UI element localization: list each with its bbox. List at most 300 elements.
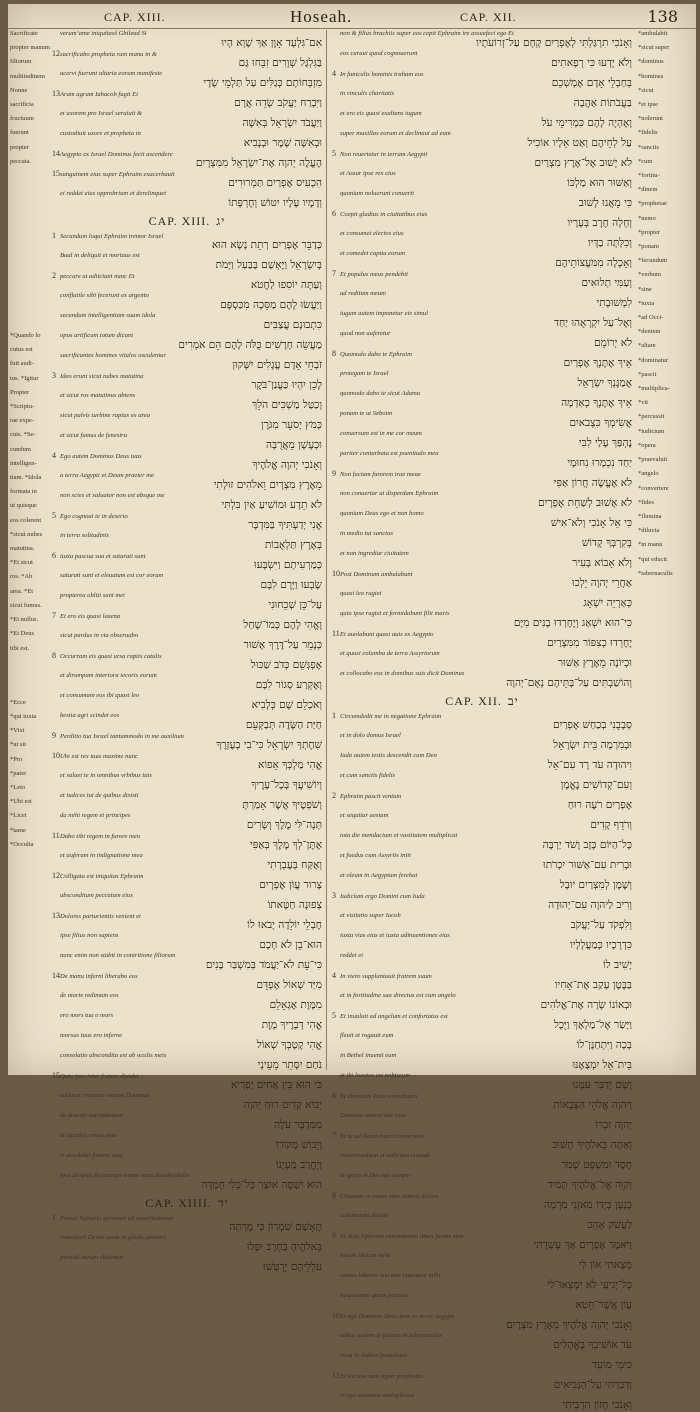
latin-interlinear: [52, 872, 322, 879]
hebrew-text: כִּי־עֵת לֹא־יַעֲמֹד בְּמִשְׁבַּר בָּנִים: [205, 959, 322, 971]
verse-line: [52, 90, 322, 110]
verse-line: [332, 1012, 632, 1032]
latin-interlinear: [52, 1234, 322, 1241]
latin-interlinear: [52, 432, 322, 439]
latin-interlinear: [52, 50, 322, 57]
latin-text: non & filius brachiis super eos cepit Ephraim ire assuefeci ego Et: [340, 30, 514, 37]
latin-text: quia ipse rugiet et formidabunt filii maris: [340, 610, 450, 617]
verse-line: [52, 772, 322, 792]
latin-interlinear: [332, 952, 632, 959]
margin-note: *sanctis: [638, 143, 659, 151]
verse-number: 1: [52, 231, 56, 240]
latin-interlinear: [52, 472, 322, 479]
margin-note: *verbum: [638, 271, 662, 279]
latin-text: et sequitur aestum: [340, 812, 389, 819]
verse-line: [332, 1252, 632, 1272]
margin-note: *Vixi: [10, 727, 25, 735]
latin-text: iuxta vias eius et iuxta adinuentiones eius: [340, 932, 450, 939]
left-margin-lower: [10, 699, 50, 849]
verse-line: [332, 932, 632, 952]
verse-line: [52, 30, 322, 50]
latin-text: inueni idolum mihi: [340, 1252, 390, 1259]
latin-interlinear: [52, 272, 322, 279]
latin-text: absconditum peccatum eius: [60, 892, 133, 899]
margin-note: *convertere: [638, 484, 669, 492]
verse-line: [332, 210, 632, 230]
verse-line: [332, 110, 632, 130]
hebrew-text: וְיֶחֱרַב מַעְיָנוֹ: [275, 1159, 322, 1171]
latin-interlinear: [52, 772, 322, 779]
verse-number: 6: [332, 1091, 336, 1100]
margin-note: *praevaluit: [638, 456, 668, 464]
latin-text: Coepit gladius in ciuitatibus eius: [340, 211, 428, 218]
latin-text: Ephraim pascit ventum: [340, 793, 402, 800]
hebrew-text: וְקַוֵּה אֶל־אֱלֹהֶיךָ תָּמִיד: [547, 1179, 632, 1191]
hebrew-text: לֹא יְרוֹמֵם: [594, 337, 632, 349]
hebrew-text: זֹבְחֵי אָדָם עֲגָלִים יִשָּׁקוּן: [232, 359, 322, 371]
verse-number: 3: [332, 891, 336, 900]
verse-line: [52, 852, 322, 872]
margin-note: peccata.: [10, 157, 32, 165]
latin-text: In vtero supplantauit fratrem suum: [340, 973, 432, 980]
margin-note: *pascit: [638, 370, 657, 378]
hebrew-text: הֶעֱלָה יְהוָה אֶת־יִשְׂרָאֵל מִמִּצְרָיִם: [195, 157, 322, 169]
hebrew-text: מַעֲשֵׂה חָרָשִׁים כֻּלֹּה לָהֶם הֵם אֹמְרִים: [178, 339, 322, 351]
verse-line: [332, 30, 632, 50]
latin-interlinear: [52, 812, 322, 819]
hebrew-text: מִמִּדְבָּר עֹלֶה: [274, 1119, 322, 1131]
margin-note: *dinem: [638, 186, 658, 194]
verse-line: [52, 190, 322, 210]
verse-line: [52, 732, 322, 752]
hebrew-text: בָּכָה וַיִּתְחַנֶּן־לוֹ: [576, 1039, 632, 1051]
verse-line: [52, 892, 322, 912]
latin-interlinear: [332, 1152, 632, 1159]
margin-note: matutina.: [10, 545, 35, 553]
margin-note: *angelo: [638, 470, 659, 478]
verse-line: [332, 370, 632, 390]
margin-note: cundum: [10, 445, 31, 453]
latin-interlinear: [52, 352, 322, 359]
hebrew-text: וְאֶקְרַע סְגוֹר לִבָּם: [255, 679, 322, 691]
verse-number: 9: [332, 1231, 336, 1240]
latin-text: de morte redimam eos: [60, 992, 119, 999]
latin-interlinear: [52, 70, 322, 77]
hebrew-text: כָּל־יְגִיעַי לֹא יִמְצְאוּ־לִי: [547, 1279, 632, 1291]
latin-text: calumniam dilexit: [340, 1212, 388, 1219]
latin-interlinear: [332, 1032, 632, 1039]
margin-note: *ponam: [638, 243, 659, 251]
latin-text: Quomodo dabo te Ephraim: [340, 351, 412, 358]
latin-text: in terra solitudinis: [60, 532, 110, 539]
margin-note: Nonne: [10, 86, 28, 94]
margin-note: cuis. *Se-: [10, 431, 36, 439]
latin-text: iuxta pascua sua et saturati sunt: [60, 553, 146, 560]
hebrew-text: בְּקִרְבְּךָ קָדוֹשׁ: [581, 537, 632, 549]
latin-interlinear: [52, 1254, 322, 1261]
verse-line: [332, 772, 632, 792]
verse-line: [52, 632, 322, 652]
margin-note: *homines: [638, 72, 664, 80]
latin-text: ipse diripiet thesaurum omnis vasis desiderabilis: [60, 1172, 190, 1179]
verse-number: 13: [52, 911, 60, 920]
hebrew-text: הוּא־בֵן לֹא חָכָם: [259, 939, 322, 951]
latin-text: in Bethel inuenit eum: [340, 1052, 397, 1059]
margin-note: *ambulabit: [638, 30, 668, 37]
margin-note: *prophetae: [638, 200, 667, 208]
verse-line: [52, 552, 322, 572]
margin-note: *Leto: [10, 783, 26, 791]
hebrew-text: וְאָנֹכִי יְהוָה אֱלֹהֶיךָ: [252, 459, 322, 471]
hebrew-text: וְרֹדֵף קָדִים: [590, 819, 632, 831]
latin-interlinear: [332, 1172, 632, 1179]
latin-interlinear: [332, 1392, 632, 1399]
latin-text: Et tu ad Deum tuum conuerteris: [340, 1133, 425, 1140]
chapter-12-heading: [332, 690, 632, 712]
latin-interlinear: [52, 1092, 322, 1099]
margin-note: *fidelis: [638, 129, 658, 137]
verse-line: [52, 432, 322, 452]
latin-text: ei reddet eius opprobrium et derelinquet: [60, 190, 167, 197]
verse-line: [52, 150, 322, 170]
chapter-13-heading: [52, 210, 322, 232]
margin-note: *sicut nubes: [10, 530, 43, 538]
hebrew-text: יְהוָה זִכְרוֹ: [595, 1119, 632, 1131]
latin-text: Occurram eis quasi ursa raptis catulis: [60, 653, 162, 660]
latin-interlinear: [332, 812, 632, 819]
margin-note: *Occulta: [10, 840, 34, 848]
margin-note: *et ipse: [638, 101, 659, 109]
latin-text: Et ego Dominus Deus tuus ex terra Aegypti: [340, 1313, 455, 1320]
verse-line: [52, 392, 322, 412]
latin-text: iugum autem imponetur eis simul: [340, 310, 428, 317]
latin-text: Ego cognoui te in deserto: [60, 513, 128, 520]
latin-interlinear: [52, 232, 322, 239]
latin-text: et dirumpam interiora iecoris eorum: [60, 672, 157, 679]
latin-interlinear: [52, 792, 322, 799]
verse-line: [332, 1112, 632, 1132]
hebrew-text: וְאַתָּה בֵּאלֹהֶיךָ תָשׁוּב: [552, 1139, 632, 1151]
hebrew-text: בַּעֲבֹתוֹת אַהֲבָה: [573, 97, 632, 109]
latin-text: et visitatio super Iacob: [340, 912, 401, 919]
latin-text: et collocabo eos in domibus suis dicit Dominus: [340, 670, 465, 677]
latin-text: pariter conturbata est poenitudo mea: [340, 450, 439, 457]
margin-note: multitudinem: [10, 72, 46, 80]
latin-interlinear: [332, 712, 632, 719]
header-rule: [8, 28, 696, 29]
latin-text: quod non auferetur: [340, 330, 391, 337]
latin-text: saturati sunt et eleuatum est cor eorum: [60, 572, 164, 579]
verse-line: [52, 932, 322, 952]
latin-interlinear: [52, 632, 322, 639]
verse-line: [52, 572, 322, 592]
running-header: [8, 4, 696, 28]
chapter-12-hebrew-number: יב: [507, 694, 519, 708]
latin-text: et oleum in Aegyptum ferebat: [340, 872, 418, 879]
latin-text: super maxillas eorum et declinaui ad eum: [340, 130, 451, 137]
latin-interlinear: [52, 932, 322, 939]
latin-interlinear: [332, 250, 632, 257]
left-chapter-heading: CAP. XIII.: [104, 10, 166, 24]
verse-number: 4: [332, 971, 336, 980]
verse-line: [332, 1092, 632, 1112]
left-text-column: [52, 30, 322, 1274]
margin-note: *Ecce: [10, 698, 26, 706]
verse-number: 5: [332, 149, 336, 158]
hebrew-text: אֵיךְ אֶתֶּנְךָ כְאַדְמָה: [561, 397, 632, 409]
verse-line: [332, 732, 632, 752]
margin-note: tus. *Igitur: [10, 374, 39, 382]
margin-note: *Pro: [10, 755, 23, 763]
hebrew-text: וּכְעָשָׁן מֵאֲרֻבָּה: [266, 439, 322, 451]
margin-note: *percussit: [638, 413, 665, 421]
verse-line: [332, 992, 632, 1012]
verse-line: [52, 1254, 322, 1274]
latin-text: fleuit et rogauit eum: [340, 1032, 394, 1039]
latin-text: non conuertar ut disperdam Ephraim: [340, 490, 439, 497]
margin-note: *Ubi est: [10, 798, 32, 806]
margin-note: area. *Et: [10, 587, 34, 595]
verse-line: [332, 812, 632, 832]
hebrew-text: כְּאַרְיֵה יִשְׁאָג: [583, 597, 632, 609]
hebrew-text: לֹא אֶעֱשֶׂה חֲרוֹן אַפִּי: [553, 477, 632, 489]
latin-interlinear: [332, 1292, 632, 1299]
margin-note: intelligen-: [10, 459, 37, 467]
latin-text: Non reuertetur in terram Aegypti: [340, 151, 428, 158]
hebrew-text: כִּדְרָכָיו כְּמַעֲלָלָיו: [570, 939, 632, 951]
hebrew-text: אֲנִי יְדַעְתִּיךָ בַּמִּדְבָּר: [248, 519, 322, 531]
verse-line: [332, 1232, 632, 1252]
left-margin-notes: [10, 30, 50, 855]
latin-interlinear: [332, 872, 632, 879]
verse-line: [52, 332, 322, 352]
latin-text: Colligata est iniquitas Ephraim: [60, 873, 144, 880]
latin-interlinear: [332, 90, 632, 97]
margin-note: tibi est.: [10, 644, 30, 652]
verse-line: [332, 1032, 632, 1052]
verse-number: 11: [332, 1371, 340, 1380]
latin-interlinear: [332, 1352, 632, 1359]
hebrew-text: וַיַּעֲבֹד יִשְׂרָאֵל בְּאִשָּׁה: [242, 117, 322, 129]
hebrew-text: שָׂבְעוּ וַיָּרָם לִבָּם: [260, 579, 322, 591]
latin-text: et ero eis quasi exaltans iugum: [340, 110, 422, 117]
latin-text: et Assur ipse rex eius: [340, 170, 396, 177]
latin-interlinear: [52, 1152, 322, 1159]
hebrew-text: וְדָמָיו עָלָיו יִטּוֹשׁ וְחֶרְפָּתוֹ: [228, 197, 322, 209]
verse-line: [332, 570, 632, 590]
verse-line: [52, 952, 322, 972]
latin-text: et spera in Deo tuo semper: [340, 1172, 412, 1179]
latin-text: tota die mendacium et vastitatem multiplicat: [340, 832, 458, 839]
latin-text: bestia agri scindet eos: [60, 712, 120, 719]
latin-interlinear: [332, 772, 632, 779]
margin-note: *diluvia: [638, 527, 660, 535]
hebrew-text: וְהוֹשַׁבְתִּים עַל־בָּתֵּיהֶם נְאֻם־יְהוָה: [506, 677, 632, 689]
verse-line: [52, 1234, 322, 1254]
hebrew-text: וְאֶל־עַל יִקְרָאֻהוּ יַחַד: [553, 317, 632, 329]
verse-number: 7: [332, 269, 336, 278]
latin-text: Secundum loqui Ephraim tremor Israel: [60, 233, 164, 240]
verse-line: [52, 912, 322, 932]
latin-interlinear: [332, 590, 632, 597]
hebrew-text: מֵאֶרֶץ מִצְרָיִם וֵאלֹהִים זוּלָתִי: [213, 479, 322, 491]
verse-number: 11: [332, 629, 340, 638]
verse-line: [332, 190, 632, 210]
latin-interlinear: [332, 170, 632, 177]
margin-note: eos colerent: [10, 516, 42, 524]
latin-text: sicut pardus in via obseruabo: [60, 632, 139, 639]
latin-text: concitauit Deum suum in gladio pereant: [60, 1234, 167, 1241]
chapter-14-hebrew-number: יד: [217, 1196, 229, 1210]
latin-text: et cum sanctis fidelis: [340, 772, 396, 779]
hebrew-text: נֶהְפַּךְ עָלַי לִבִּי: [578, 437, 632, 449]
hebrew-text: אֲשִׂימְךָ כִּצְבֹאיִם: [569, 417, 632, 429]
margin-note: *Scriptu-: [10, 403, 35, 411]
latin-interlinear: [332, 852, 632, 859]
latin-interlinear: [332, 470, 632, 477]
latin-text: Quia ipse inter fratres diuidet: [60, 1073, 139, 1080]
verse-number: 1: [52, 1213, 56, 1222]
hebrew-text: לַעֲשֹׁק אָהֵב: [587, 1219, 632, 1231]
verse-number: 15: [52, 169, 60, 178]
latin-interlinear: [332, 390, 632, 397]
verse-line: [332, 450, 632, 470]
latin-interlinear: [52, 752, 322, 759]
margin-note: *altare: [638, 342, 656, 350]
verse-line: [52, 472, 322, 492]
margin-note: *fortitu-: [638, 172, 660, 180]
verse-line: [332, 250, 632, 270]
latin-interlinear: [332, 1192, 632, 1199]
hebrew-text: לֹא אָשׁוּב לְשַׁחֵת אֶפְרָיִם: [538, 497, 632, 509]
verse-number: 7: [332, 1131, 336, 1140]
hebrew-text: וְאֹכְלֵם שָׁם כְּלָבִיא: [251, 699, 322, 711]
latin-interlinear: [332, 892, 632, 899]
verse-line: [52, 692, 322, 712]
verse-line: [332, 1292, 632, 1312]
margin-note: tiam. *Idola: [10, 474, 42, 482]
hebrew-text: וְרִיב לַיהוָה עִם־יְהוּדָה: [548, 899, 632, 911]
hebrew-text: בְּחַבְלֵי אָדָם אֶמְשְׁכֵם: [551, 77, 632, 89]
chapter-12-verses: [332, 712, 632, 1412]
verse-line: [52, 372, 322, 392]
latin-interlinear: [52, 832, 322, 839]
latin-interlinear: [332, 1112, 632, 1119]
verse-line: [332, 1312, 632, 1332]
latin-text: quoniam noluerunt conuerti: [340, 190, 414, 197]
chapter-14-verses: [52, 1214, 322, 1274]
chapter-13-title: CAP. XIII.: [148, 214, 211, 228]
verse-line: [52, 1152, 322, 1172]
latin-interlinear: [52, 1112, 322, 1119]
latin-interlinear: [332, 1332, 632, 1339]
latin-text: et auferam in indignatione mea: [60, 852, 143, 859]
hebrew-text: חֶבְלֵי יוֹלֵדָה יָבֹאוּ לוֹ: [247, 919, 322, 931]
latin-text: et iudices tui de quibus dixisti: [60, 792, 139, 799]
latin-text: Circumdedit me in negatione Ephraim: [340, 713, 442, 720]
verse-line: [52, 752, 322, 772]
margin-note: *qui iuxta: [10, 712, 37, 720]
latin-interlinear: [52, 1052, 322, 1059]
hebrew-text: וּבְרִית עִם־אַשּׁוּר יִכְרֹתוּ: [543, 859, 632, 871]
hebrew-text: אֵיךְ אֶתֶּנְךָ אֶפְרַיִם: [563, 357, 632, 369]
latin-text: et in fortitudine sua directus est cum angelo: [340, 992, 456, 999]
latin-text: et foedus cum Assyriis iniit: [340, 852, 411, 859]
latin-interlinear: [52, 952, 322, 959]
verse-line: [52, 50, 322, 70]
latin-text: de deserto ascendentem: [60, 1112, 123, 1119]
verse-line: [52, 972, 322, 992]
verse-line: [52, 832, 322, 852]
latin-text: sacrificabo propheta rum manu in &: [60, 51, 158, 58]
hebrew-text: וָאֶהְיֶה לָהֶם כִּמְרִימֵי עֹל: [541, 117, 632, 129]
verse-line: [332, 330, 632, 350]
margin-note: rae expe-: [10, 417, 34, 425]
verse-line: [332, 90, 632, 110]
margin-note: *sicut: [638, 86, 654, 94]
hebrew-text: בֵּית־אֵל יִמְצָאֶנּוּ: [572, 1059, 632, 1071]
latin-interlinear: [332, 1212, 632, 1219]
margin-note: *nolerunt: [638, 115, 663, 123]
verse-line: [332, 670, 632, 690]
verse-line: [332, 50, 632, 70]
verse-number: 4: [52, 451, 56, 460]
hebrew-text: כִּי מֵאֲנוּ לָשׁוּב: [578, 197, 632, 209]
latin-interlinear: [52, 130, 322, 137]
verse-number: 4: [332, 69, 336, 78]
latin-text: ponam te ut Seboim: [340, 410, 393, 417]
latin-interlinear: [332, 310, 632, 317]
verse-line: [332, 792, 632, 812]
hebrew-text: חַיַּת הַשָּׂדֶה תְּבַקְּעֵם: [245, 719, 322, 731]
verse-line: [332, 610, 632, 630]
latin-text: Aegypto ex Israel Dominus fecit ascendere: [60, 151, 173, 158]
margin-note: sacrificia: [10, 101, 34, 109]
latin-text: et sicut ros matutinus abiens: [60, 392, 136, 399]
verse-line: [52, 292, 322, 312]
latin-text: et ego visionem multiplicaui: [340, 1392, 415, 1399]
verse-line: [332, 150, 632, 170]
latin-text: secundum intelligentiam suam idola: [60, 312, 156, 319]
margin-note: *opera: [638, 441, 656, 449]
latin-interlinear: [52, 392, 322, 399]
latin-interlinear: [52, 712, 322, 719]
margin-note: *dominatur: [638, 356, 668, 364]
margin-note: *iuxta: [638, 299, 655, 307]
latin-interlinear: [52, 992, 322, 999]
verse-number: 1: [332, 711, 336, 720]
latin-text: paruuli eorum elidantur: [60, 1254, 124, 1261]
hebrew-text: לִמְשׁוּבָתִי: [596, 297, 632, 309]
hebrew-text: וְכִלְּתָה בַדָּיו: [587, 237, 632, 249]
latin-interlinear: [52, 1032, 322, 1039]
latin-interlinear: [52, 90, 322, 97]
latin-interlinear: [332, 1252, 632, 1259]
latin-interlinear: [332, 370, 632, 377]
latin-text: adducet vrentem ventum Dominus: [60, 1092, 150, 1099]
latin-text: et quasi columba de terra Assyriorum: [340, 650, 440, 657]
margin-note: *propter: [638, 228, 661, 236]
verse-line: [332, 952, 632, 972]
verse-line: [332, 1052, 632, 1072]
hebrew-text: וְלֹא יָדְעוּ כִּי רְפָאתִים: [551, 57, 632, 69]
hebrew-text: עֹד אוֹשִׁיבְךָ בָאֳהָלִים: [553, 1339, 632, 1351]
latin-interlinear: [332, 1052, 632, 1059]
hebrew-text: וּבְאוֹנוֹ שָׂרָה אֶת־אֱלֹהִים: [540, 999, 632, 1011]
latin-interlinear: [332, 110, 632, 117]
latin-interlinear: [332, 130, 632, 137]
verse-number: 5: [332, 1011, 336, 1020]
